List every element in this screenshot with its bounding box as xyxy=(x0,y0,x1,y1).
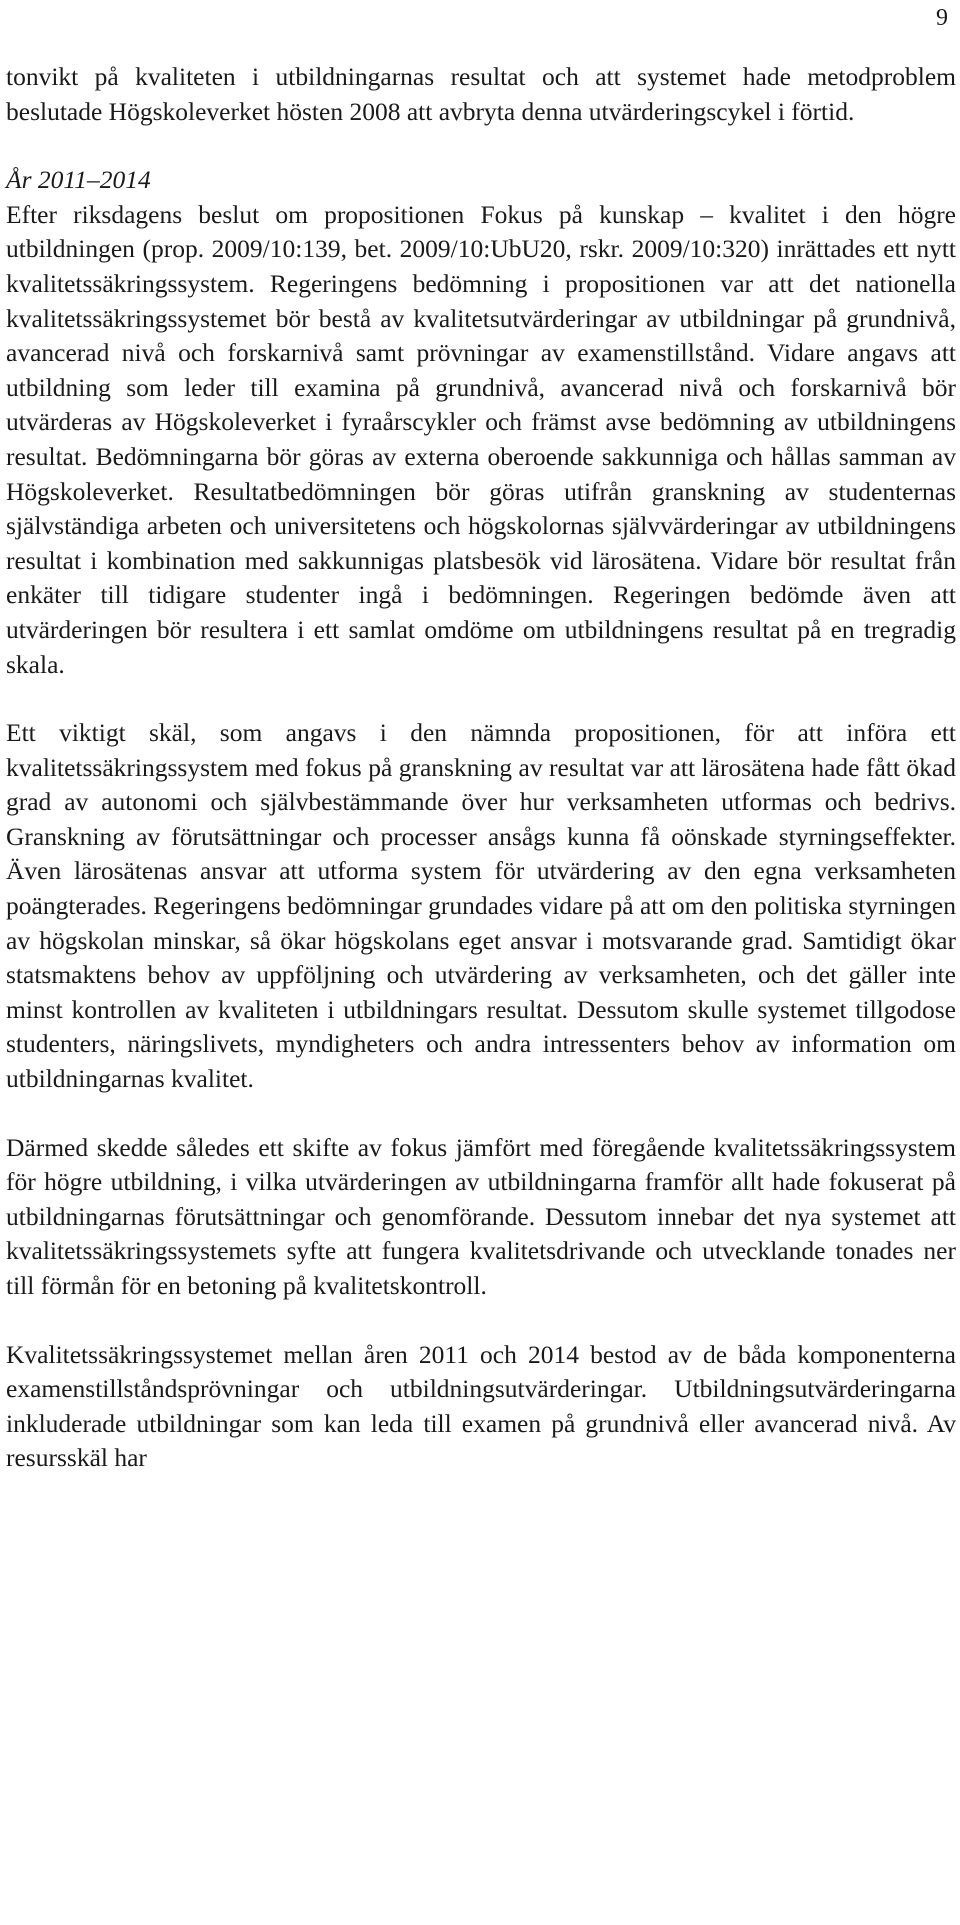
paragraph-2: Ett viktigt skäl, som angavs i den nämnda propositionen, för att införa ett kvalitetssäkringssystem med fokus på granskning av resultat var att lärosätena hade fått ökad grad av autonomi och självbestämmande över hur verksamheten utformas och bedrivs. Granskning av förutsättningar och processer ansågs kunna få oönskade styrningseffekter. Även lärosätenas ansvar att utforma system för utvärdering av den egna verksamheten poängterades. Regeringens bedömningar grundades vidare på att om den politiska styrningen av högskolan minskar, så ökar högskolans eget ansvar i motsvarande grad. Samtidigt ökar statsmaktens behov av uppföljning och utvärdering av verksamheten, och det gäller inte minst kontrollen av kvaliteten i utbildningars resultat. Dessutom skulle systemet tillgodose studenters, näringslivets, myndigheters och andra intressenters behov av information om utbildningarnas kvalitet. xyxy=(6,718,956,1094)
document-body xyxy=(6,60,956,1476)
paragraph-4: Kvalitetssäkringssystemet mellan åren 2011 och 2014 bestod av de båda komponenterna examenstillståndsprövningar och utbildningsutvärderingar. Utbildningsutvärderingarna inkluderade utbildningar som kan leda till examen på grundnivå eller avancerad nivå. Av resursskäl har xyxy=(6,1339,956,1473)
paragraph-1: Efter riksdagens beslut om propositionen Fokus på kunskap – kvalitet i den högre utbildningen (prop. 2009/10:139, bet. 2009/10:UbU20, rskr. 2009/10:320) inrättades ett nytt kvalitetssäkringssystem. Regeringens bedömning i propositionen var att det nationella kvalitetssäkringssystemet bör bestå av kvalitetsutvärderingar av utbildningar på grundnivå, avancerad nivå och forskarnivå samt prövningar av examenstillstånd. Vidare angavs att utbildning som leder till examina på grundnivå, avancerad nivå och forskarnivå bör utvärderas av Högskoleverket i fyraårscykler och främst avse bedömning av utbildningens resultat. Bedömningarna bör göras av externa oberoende sakkunniga och hållas samman av Högskoleverket. Resultatbedömningen bör göras utifrån granskning av studenternas självständiga arbeten och universitetens och högskolornas självvärderingar av utbildningens resultat i kombination med sakkunnigas platsbesök vid lärosätena. Vidare bör resultat från enkäter till tidigare studenter ingå i bedömningen. Regeringen bedömde även att utvärderingen bör resultera i ett samlat omdöme om utbildningens resultat på en tregradig skala. xyxy=(6,199,956,679)
intro-paragraph: tonvikt på kvaliteten i utbildningarnas resultat och att systemet hade metodproblem beslutade Högskoleverket hösten 2008 att avbryta denna utvärderingscykel i förtid. xyxy=(6,62,956,126)
paragraph-3: Därmed skedde således ett skifte av fokus jämfört med föregående kvalitetssäkringssystem för högre utbildning, i vilka utvärderingen av utbildningarna framför allt hade fokuserat på utbildningarnas förutsättningar och genomförande. Dessutom innebar det nya systemet att kvalitetssäkringssystemets syfte att fungera kvalitetsdrivande och utvecklande tonades ner till förmån för en betoning på kvalitetskontroll. xyxy=(6,1132,956,1300)
page-number: 9 xyxy=(936,5,948,31)
section-heading: År 2011–2014 xyxy=(6,165,151,195)
